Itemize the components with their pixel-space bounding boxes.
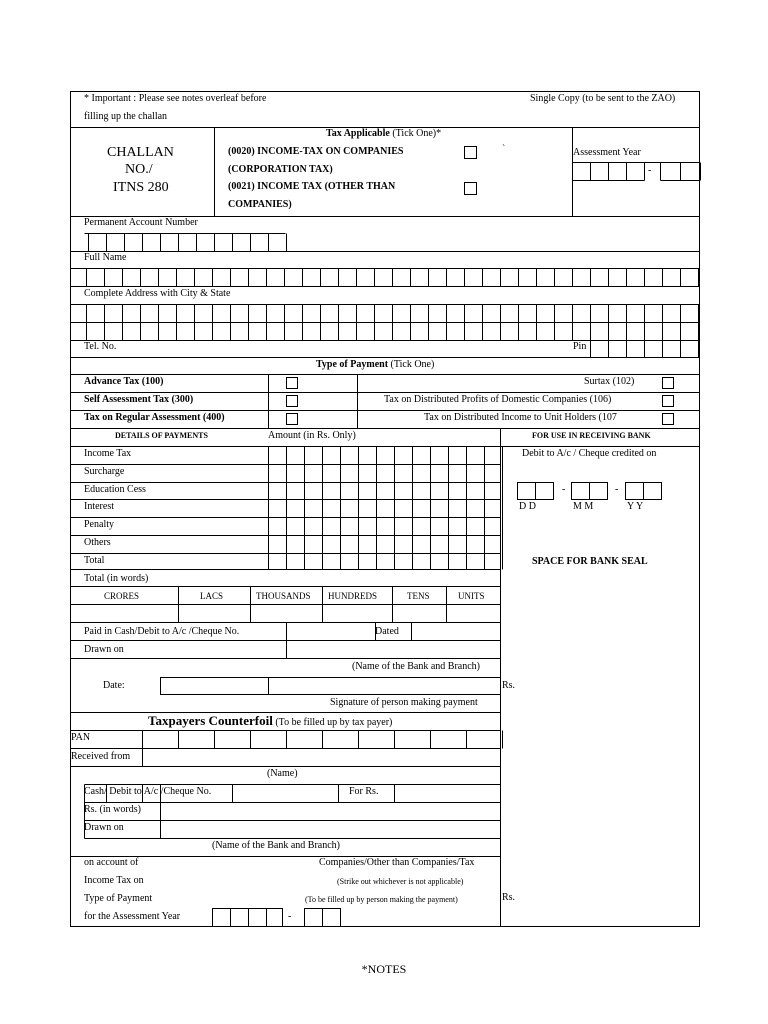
full-name-label: Full Name [84, 252, 127, 263]
denom-lacs: LACS [200, 591, 224, 601]
cf-rs-words: Rs. (in words) [84, 804, 141, 815]
checkbox-regular [287, 414, 298, 425]
stray-mark: ` [502, 144, 506, 155]
debit-line: Debit to A/c / Cheque credited on [522, 448, 657, 459]
checkbox-0021 [465, 183, 477, 195]
self-assessment-label: Self Assessment Tax (300) [84, 394, 194, 405]
payment-type-heading: Type of Payment (Tick One) [316, 359, 435, 370]
cf-bank-branch: (Name of the Bank and Branch) [212, 840, 341, 851]
notes-heading: *NOTES [361, 962, 407, 976]
cf-companies: Companies/Other than Companies/Tax [319, 857, 475, 868]
distributed-income-label: Tax on Distributed Income to Unit Holders (107 [424, 412, 617, 423]
challan-itns: ITNS 280 [113, 180, 169, 195]
tax-applicable-heading: Tax Applicable (Tick One)* [326, 128, 442, 139]
row-income-tax: Income Tax [84, 448, 132, 459]
row-total: Total [84, 555, 105, 566]
assessment-year-label: Assessment Year [573, 147, 641, 158]
bank-branch-note: (Name of the Bank and Branch) [352, 661, 481, 672]
amount-heading: Amount (in Rs. Only) [268, 430, 356, 441]
denom-hundreds: HUNDREDS [328, 591, 378, 601]
cf-pan-label: PAN [71, 732, 91, 743]
option-0020-line2: (CORPORATION TAX) [228, 164, 333, 175]
cf-name-note: (Name) [267, 768, 298, 779]
checkbox-0020 [465, 147, 477, 159]
total-words-label: Total (in words) [84, 573, 149, 584]
cf-strike-out: (Strike out whichever is not applicable) [337, 877, 464, 886]
option-0020-line1: (0020) INCOME-TAX ON COMPANIES [228, 146, 404, 157]
option-0021-line1: (0021) INCOME TAX (OTHER THAN [228, 181, 396, 192]
denom-tens: TENS [407, 591, 430, 601]
denom-thousands: THOUSANDS [256, 591, 311, 601]
denom-units: UNITS [458, 591, 485, 601]
cf-type-of-payment: Type of Payment [84, 893, 153, 904]
row-penalty: Penalty [84, 519, 114, 530]
date-label: Date: [103, 680, 125, 691]
copy-note: Single Copy (to be sent to the ZAO) [530, 93, 676, 104]
cf-year-dash: - [288, 911, 292, 922]
drawn-on-label: Drawn on [84, 644, 124, 655]
surtax-label: Surtax (102) [584, 376, 635, 387]
bank-heading: FOR USE IN RECEIVING BANK [532, 431, 651, 440]
row-education-cess: Education Cess [84, 484, 146, 495]
pin-label: Pin [573, 341, 587, 352]
date-dash-2: - [615, 484, 619, 495]
challan-no: NO./ [125, 162, 153, 177]
regular-assessment-label: Tax on Regular Assessment (400) [84, 412, 225, 423]
row-interest: Interest [84, 501, 114, 512]
row-surcharge: Surcharge [84, 466, 125, 477]
checkbox-advance [287, 378, 298, 389]
checkbox-107 [663, 414, 674, 425]
row-others: Others [84, 537, 111, 548]
signature-label: Signature of person making payment [330, 697, 478, 708]
paid-in-label: Paid in Cash/Debit to A/c /Cheque No. [84, 626, 240, 637]
option-0021-line2: COMPANIES) [228, 199, 292, 210]
assessment-year-dash: - [648, 165, 652, 176]
rs-label: Rs. [502, 680, 516, 691]
checkbox-self [287, 396, 298, 407]
cf-received-from: Received from [71, 751, 131, 762]
bank-seal: SPACE FOR BANK SEAL [532, 556, 648, 567]
dated-label: Dated [375, 626, 399, 637]
distributed-profits-label: Tax on Distributed Profits of Domestic Companies (106) [384, 394, 612, 405]
address-label: Complete Address with City & State [84, 288, 231, 299]
cf-rs-label: Rs. [502, 892, 516, 903]
cf-for-rs: For Rs. [349, 786, 379, 797]
checkbox-surtax [663, 378, 674, 389]
dd-label: D D [519, 501, 536, 512]
counterfoil-title: Taxpayers Counterfoil (To be filled up by tax payer) [148, 713, 393, 728]
mm-label: M M [573, 501, 594, 512]
tel-label: Tel. No. [84, 341, 117, 352]
yy-label: Y Y [627, 501, 644, 512]
details-heading: DETAILS OF PAYMENTS [115, 431, 208, 440]
advance-tax-label: Advance Tax (100) [84, 376, 164, 387]
checkbox-106 [663, 396, 674, 407]
denom-crores: CRORES [104, 591, 140, 601]
cf-filled-by: (To be filled up by person making the payment) [305, 895, 458, 904]
important-note-line2: filling up the challan [84, 111, 168, 122]
cf-cash-debit: Cash/ Debit to A/c /Cheque No. [84, 786, 212, 797]
cf-assessment-year: for the Assessment Year [84, 911, 181, 922]
cf-on-account: on account of [84, 857, 139, 868]
challan-title: CHALLAN [107, 145, 174, 160]
cf-ay-box [213, 909, 283, 927]
important-note-line1: * Important : Please see notes overleaf before [84, 93, 267, 104]
pan-label: Permanent Account Number [84, 217, 198, 228]
date-box [161, 678, 501, 695]
date-dash-1: - [562, 484, 566, 495]
cf-income-tax-on: Income Tax on [84, 875, 144, 886]
cf-drawn-on: Drawn on [84, 822, 124, 833]
